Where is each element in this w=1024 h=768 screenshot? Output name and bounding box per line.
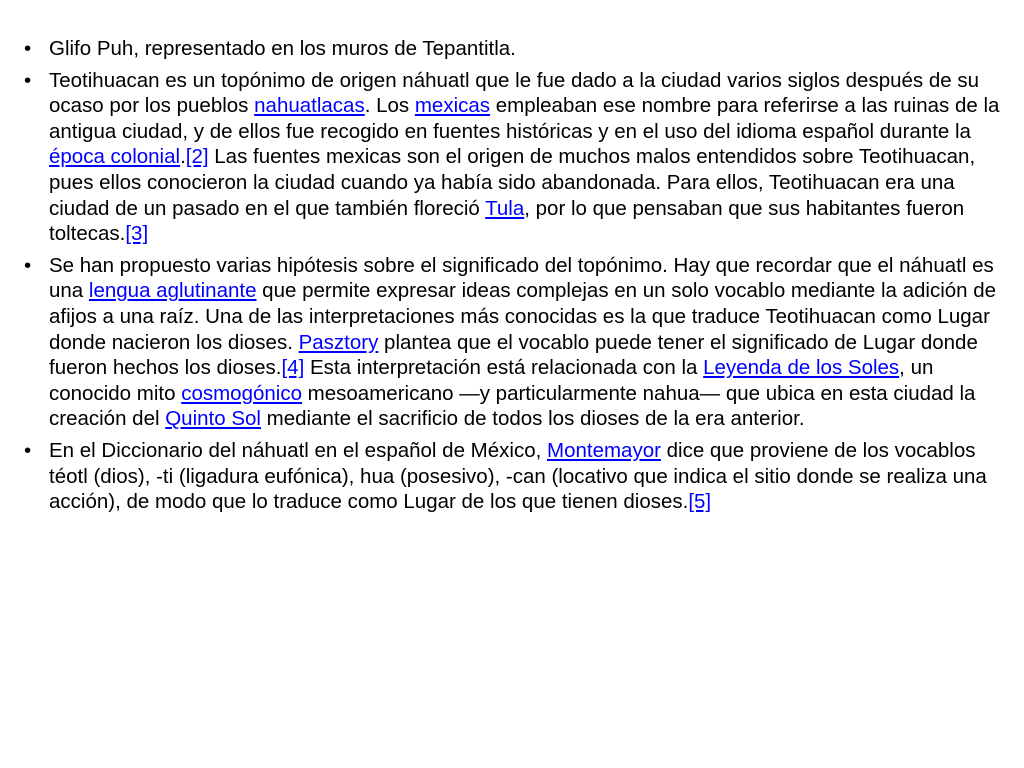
hyperlink[interactable]: lengua aglutinante (88, 279, 257, 303)
bullet-list (20, 36, 1002, 515)
text-run: Las fuentes mexicas son el origen de muchos malos entendidos sobre Teotihuacan, pues ellos conocieron la ciudad cuando ya había sido abandonada. Para ellos, Teotihuacan era una ciudad de un pasado en el que también floreció (49, 145, 976, 220)
text-run: que permite expresar ideas complejas en un solo vocablo mediante la adición de afijos a una raíz. Una de las interpretaciones más conocidas es la que traduce Teotihuacan como Lugar donde nacieron los dioses. (49, 279, 997, 354)
hyperlink[interactable]: época colonial (49, 145, 181, 169)
hyperlink[interactable]: Montemayor (547, 438, 661, 462)
text-run: . (180, 145, 186, 169)
bullet-item (20, 68, 1002, 247)
text-run: Teotihuacan es un topónimo de origen náhuatl que le fue dado a la ciudad varios siglos después de su ocaso por los pueblos (49, 68, 979, 118)
text-run: Esta interpretación está relacionada con la (304, 356, 704, 380)
bullet-dot-icon: • (24, 68, 32, 92)
text-run: En el Diccionario del náhuatl en el español de México, (49, 438, 547, 462)
hyperlink[interactable]: Pasztory (298, 330, 379, 354)
hyperlink[interactable]: [4] (281, 356, 305, 380)
text-run: plantea que el vocablo puede tener el significado de Lugar donde fueron hechos los dioses. (49, 330, 978, 380)
hyperlink[interactable]: cosmogónico (181, 381, 302, 405)
hyperlink[interactable]: [3] (125, 222, 149, 246)
bullet-text (49, 69, 999, 246)
text-run: , un conocido mito (49, 356, 934, 405)
text-run: , por lo que pensaban que sus habitantes fueron toltecas. (49, 196, 965, 246)
hyperlink[interactable]: Leyenda de los Soles (703, 356, 900, 380)
hyperlink[interactable]: [5] (688, 490, 712, 514)
hyperlink[interactable]: mexicas (414, 94, 491, 118)
hyperlink[interactable]: [2] (185, 145, 209, 169)
hyperlink[interactable]: Tula (485, 196, 525, 220)
text-run: mediante el sacrificio de todos los dioses de la era anterior. (260, 407, 805, 431)
bullet-dot-icon: • (24, 37, 32, 60)
text-run: Se han propuesto varias hipótesis sobre el significado del topónimo. Hay que recordar que el náhuatl es una (49, 253, 994, 303)
text-run: Glifo Puh, representado en los muros de Tepantitla. (49, 37, 516, 60)
bullet-dot-icon: • (24, 253, 32, 277)
bullet-item (20, 438, 1002, 515)
bullet-text (49, 254, 996, 431)
text-run: dice que proviene de los vocablos téotl (dios), -ti (ligadura eufónica), hua (posesivo), -can (locativo que indica el sitio donde se realiza una acción), de modo que lo traduce como Lugar de los que tienen dioses. (49, 438, 987, 514)
hyperlink[interactable]: nahuatlacas (254, 94, 365, 118)
bullet-text (49, 37, 516, 60)
text-run: . Los (364, 94, 415, 118)
hyperlink[interactable]: Quinto Sol (165, 407, 261, 431)
text-run: empleaban ese nombre para referirse a las ruinas de la antigua ciudad, y de ellos fue recogido en fuentes históricas y en el uso del idioma español durante la (49, 94, 1000, 143)
text-run: mesoamericano —y particularmente nahua— que ubica en esta ciudad la creación del (49, 381, 976, 431)
bullet-dot-icon: • (24, 438, 32, 462)
bullet-item (20, 36, 1002, 62)
bullet-text (49, 439, 987, 513)
bullet-item (20, 253, 1002, 432)
